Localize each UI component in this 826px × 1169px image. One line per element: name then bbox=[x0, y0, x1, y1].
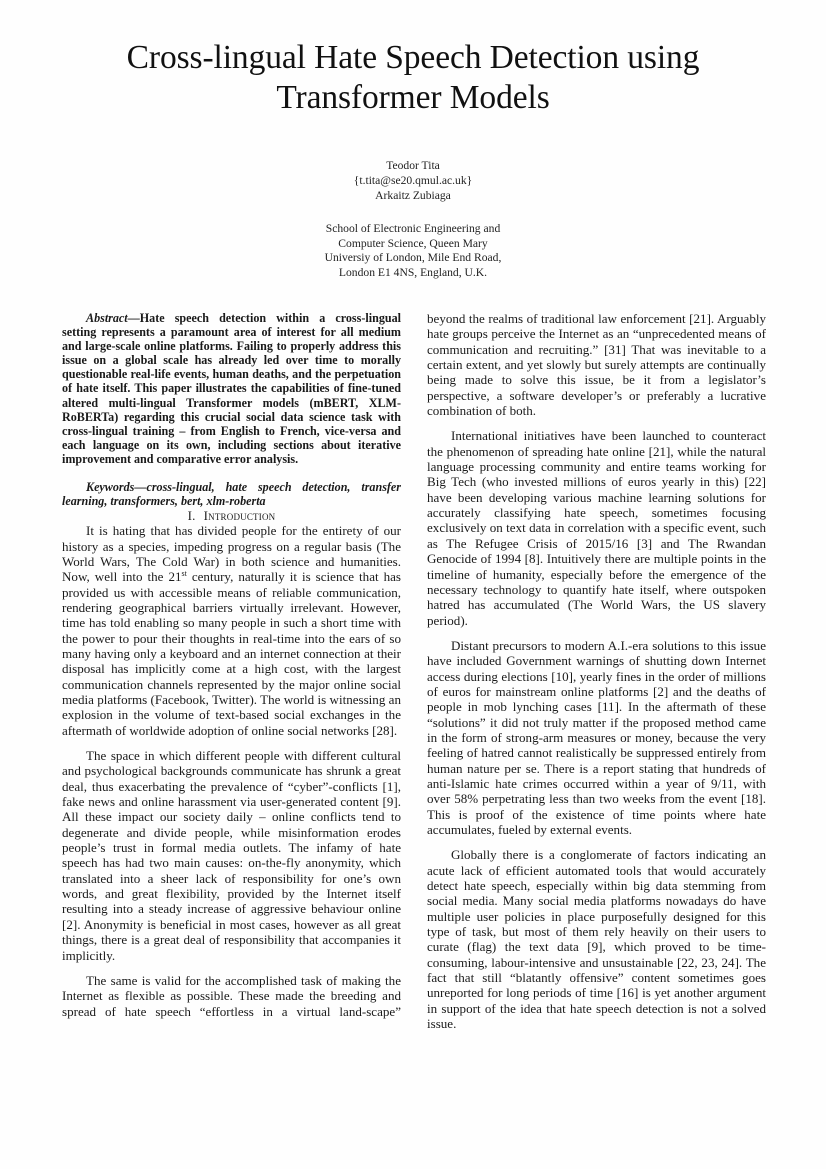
body-paragraph: The same is valid for the accomplished task of making the Internet as flexible as possible. These made the breeding and spread of hate speech “effortless in a virtual land-scape” bbox=[62, 972, 401, 1019]
affiliation-line: Computer Science, Queen Mary bbox=[338, 236, 488, 250]
abstract-dash: — bbox=[127, 311, 140, 325]
section-title: Introduction bbox=[203, 508, 276, 524]
body-paragraph: International initiatives have been launched to counteract the phenomenon of spreading hate online [21], while the natural language processing community and entire teams working for Big Tech (who invested millions of euros yearly in this) [22] have been developing various machine learning solutions for accurately classifying hate speech, sometimes focusing exclusively on text data in correlation with a specific event, such as The Refugee Crisis of 2015/16 [3] and The Rwandan Genocide of 1994 [8]. Intuitively there are multiple points in the timeline of humanity, especially before the emergence of the necessary technology to quantify hate itself, where outspoken hatred has accumulated (The World Wars, the US slavery period). bbox=[427, 428, 766, 628]
keywords-label: Keywords bbox=[86, 480, 135, 495]
affiliation-block bbox=[263, 222, 563, 280]
paragraph-text: It is hating that has divided people for the entirety of our history as a species, impeding progress on a regular basis (The World Wars, The Cold War) in both science and humanities. Now, well into the 21 bbox=[62, 523, 401, 585]
title-line-2: Transformer Models bbox=[276, 79, 550, 116]
affiliation-line: Universiy of London, Mile End Road, bbox=[324, 251, 502, 265]
superscript: st bbox=[181, 569, 187, 579]
keywords-text: cross-lingual, hate speech detection, transfer learning, transformers, bert, xlm-roberta bbox=[62, 480, 401, 509]
abstract-text: Hate speech detection within a cross-lingual setting represents a paramount area of interest for all medium and large-scale online platforms. Failing to properly address this issue on a global scale has already led over time to morally questionable real-life events, human deaths, and the perpetuation of hate itself. This paper illustrates the capabilities of fine-tuned altered multi-lingual Transformer models (mBERT, XLM-RoBERTa) regarding this crucial social data science task with cross-lingual training – from English to French, vice-versa and each language on its own, including sections about iterative improvement and comparative error analysis. bbox=[62, 311, 401, 466]
abstract-label: Abstract bbox=[86, 311, 128, 325]
affiliation-line: London E1 4NS, England, U.K. bbox=[338, 265, 488, 279]
body-paragraph: The space in which different people with different cultural and psychological backgrounds communicate has shrunk a great deal, thus exacerbating the prevalence of “cyber”-conflicts [1], fake news and online harassment via user-generated content [9]. All these impact our society daily – online conflicts tend to degenerate and divide people, while misinformation erodes people’s trust in formal media outlets. The infamy of hate speech has had two main causes: on-the-fly anonymity, which translated into a sheer lack of responsibility for one’s own words, and great flexibility, provided by the Internet itself resulting into a steady increase of aggressive behaviour online [2]. Anonymity is beneficial in most cases, however as all great things, there is a great deal of responsibility that accompanies it implicitly. bbox=[62, 748, 401, 963]
paper-title bbox=[60, 38, 766, 118]
author-name: Teodor Tita bbox=[386, 159, 440, 172]
body-paragraph bbox=[62, 523, 401, 738]
section-heading-introduction bbox=[62, 508, 401, 523]
author-block bbox=[263, 158, 563, 203]
author-email: {t.tita@se20.qmul.ac.uk} bbox=[353, 174, 473, 187]
body-paragraph: Distant precursors to modern A.I.-era solutions to this issue have included Government warnings of shutting down Internet access during elections [10], yearly fines in the order of millions of euros for mainstream online platforms [2] and the deaths of people in mob lynching cases [11]. In the aftermath of these “solutions” it did not truly matter if the proposed method came in the form of strong-arm measures or money, because the very feeling of hatred cannot realistically be suppressed entirely from human nature per se. There is a report stating that hundreds of anti-Islamic hate crimes occurred within a year of 9/11, with over 58% perpetrating less than two weeks from the event [18]. This is proof of the existence of time points where hate accumulates, fueled by external events. bbox=[427, 637, 766, 837]
affiliation-line: School of Electronic Engineering and bbox=[325, 222, 501, 235]
body-paragraph-continued: beyond the realms of traditional law enforcement [21]. Arguably hate groups perceive the Internet as an “unprecedented means of communication and recruiting.” [31] That was inevitable to a certain extent, and yet slowly but surely attempts are continually being made to solve this issue, be it from a legislator’s perspective, a software developer’s or preferably a lucrative combination of both. bbox=[427, 311, 766, 419]
abstract bbox=[62, 311, 401, 466]
title-line-1: Cross-lingual Hate Speech Detection using bbox=[126, 39, 700, 76]
right-column bbox=[427, 311, 766, 1031]
body-paragraph: Globally there is a conglomerate of factors indicating an acute lack of efficient automated tools that would accurately detect hate speech, especially within big data stemming from social media. Many social media platforms nowadays do have multiple user policies in place purposefully designed for this type of task, but most of them rely heavily on their users to curate (flag) the text data [9], which proved to be time-consuming, labour-intensive and unsustainable [22, 23, 24]. The fact that still “blatantly offensive” content sometimes goes unreported for long periods of time [16] is yet another argument in support of the idea that hate speech detection is not a solved issue. bbox=[427, 847, 766, 1032]
section-number: I. bbox=[187, 508, 196, 524]
author-name: Arkaitz Zubiaga bbox=[375, 189, 451, 202]
keywords-dash: — bbox=[134, 480, 147, 495]
paragraph-text: century, naturally it is science that has provided us with accessible means of reliable communication, rendering geographical barriers virtually irrelevant. However, time has told enabling so many people in such a short time with the power to pour their thoughts in real-time into the ears of so many having only a keyboard and an internet connection at their disposal has implicitly come at a high cost, with the largest communication channels represented by the major online social media platforms (Facebook, Twitter). The world is witnessing an explosion in the volume of text-based social exchanges in the aftermath of worldwide adoption of online social networks [28]. bbox=[62, 569, 401, 738]
keywords bbox=[62, 480, 401, 508]
left-column bbox=[62, 311, 401, 1019]
